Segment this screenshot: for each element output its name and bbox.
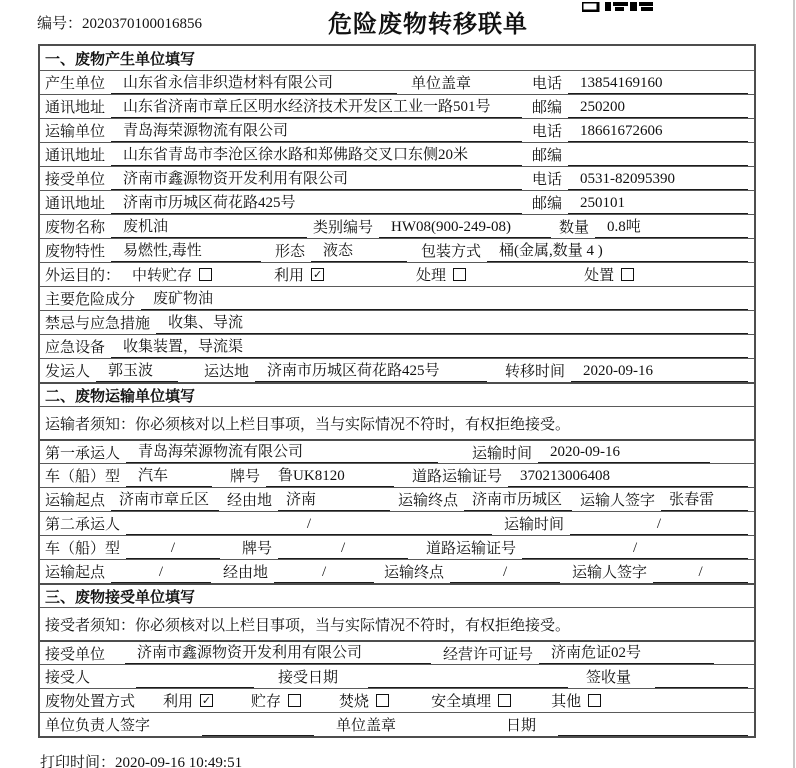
carrier1-license-label: 道路运输证号 <box>412 469 503 485</box>
field-transporter <box>40 118 754 142</box>
field-purpose <box>40 262 754 286</box>
receiver-postcode-value: 250101 <box>568 193 748 214</box>
producer-postcode-value: 250200 <box>568 97 748 118</box>
producer-address-label: 通讯地址 <box>45 100 106 116</box>
signed-qty-value <box>655 667 748 688</box>
checkbox-storage <box>199 268 212 281</box>
producer-address-value: 山东省济南市章丘区明水经济技术开发区工业一路501号 <box>111 97 522 118</box>
carrier1-time-label: 运输时间 <box>472 445 533 462</box>
transporter-phone-label: 电话 <box>531 124 562 140</box>
head-sign-value <box>202 715 314 736</box>
field-acceptor <box>40 664 754 688</box>
transporter-notice <box>40 406 754 439</box>
date-value <box>558 715 748 736</box>
character-value: 易燃性,毒性 <box>111 241 261 262</box>
field-carrier1-vehicle <box>40 463 754 487</box>
purpose-option-use <box>274 264 324 285</box>
receiver-address-label: 通讯地址 <box>45 196 106 212</box>
checkbox-treat <box>453 268 466 281</box>
shipper-label: 发运人 <box>45 364 91 380</box>
field-carrier1-route <box>40 487 754 511</box>
section1-title: 一、废物产生单位填写 <box>45 51 196 68</box>
section2-title: 二、废物运输单位填写 <box>45 388 196 405</box>
acceptor-value <box>136 667 254 688</box>
carrier1-license-value: 370213006408 <box>508 466 748 487</box>
permit-value: 济南危证02号 <box>539 643 714 664</box>
receiver-notice <box>40 607 754 640</box>
producer-postcode-label: 邮编 <box>531 100 562 116</box>
receiver-label: 接受单位 <box>45 172 106 188</box>
form-value: 液态 <box>311 241 407 262</box>
taboo-label: 禁忌与应急措施 <box>45 316 151 332</box>
disposal-option-use <box>163 690 213 711</box>
carrier2-time-value: / <box>570 514 748 535</box>
carrier2-value: / <box>126 514 492 535</box>
producer-seal-label: 单位盖章 <box>411 76 472 92</box>
producer-value: 山东省永信非织造材料有限公司 <box>111 73 397 94</box>
carrier1-label: 第一承运人 <box>45 445 121 462</box>
transporter-value: 青岛海荣源物流有限公司 <box>111 121 522 142</box>
field-carrier2-vehicle <box>40 535 754 559</box>
transporter-postcode-value <box>568 145 748 166</box>
field-hazard <box>40 286 754 310</box>
checkbox-dispose <box>621 268 634 281</box>
carrier2-end-label: 运输终点 <box>384 565 445 581</box>
field-disposal-method <box>40 688 754 712</box>
serial-label: 编号： <box>37 16 83 32</box>
checkbox-disposal-other <box>588 694 601 707</box>
manifest-form-table <box>38 44 756 738</box>
print-time-label: 打印时间： <box>40 755 116 768</box>
field-producer <box>40 70 754 94</box>
section3-header <box>40 583 754 607</box>
date-label: 日期 <box>506 718 537 734</box>
destination-value: 济南市历城区荷花路425号 <box>255 361 487 382</box>
carrier2-end-value: / <box>450 562 560 583</box>
purpose-label: 外运目的： <box>45 268 121 284</box>
purpose-option-treat <box>416 264 466 285</box>
purpose-treat-label: 处理 <box>416 268 447 284</box>
print-time-value: 2020-09-16 10:49:51 <box>115 755 243 768</box>
field-emergency-equipment <box>40 334 754 358</box>
character-label: 废物特性 <box>45 244 106 260</box>
page-edge-line <box>793 0 795 768</box>
carrier1-vehicle-label: 车（船）型 <box>45 469 121 485</box>
disposal-option-other <box>551 690 601 711</box>
disposal-store-label: 贮存 <box>251 694 282 710</box>
waste-name-value: 废机油 <box>111 217 307 238</box>
purpose-dispose-label: 处置 <box>584 268 615 284</box>
destination-label: 运达地 <box>204 364 250 380</box>
receiver-value: 济南市鑫源物资开发利用有限公司 <box>111 169 522 190</box>
shipper-value: 郭玉波 <box>96 361 178 382</box>
carrier2-vehicle-label: 车（船）型 <box>45 541 121 557</box>
field-carrier2-route <box>40 559 754 583</box>
transfer-date-value: 2020-09-16 <box>571 361 748 382</box>
packing-label: 包装方式 <box>421 244 482 260</box>
field-waste-character <box>40 238 754 262</box>
field-producer-address <box>40 94 754 118</box>
equipment-label: 应急设备 <box>45 340 106 356</box>
transporter-phone-value: 18661672606 <box>568 121 748 142</box>
field-head-signature <box>40 712 754 736</box>
carrier1-plate-value: 鲁UK8120 <box>266 466 394 487</box>
disposal-use-label: 利用 <box>163 694 194 710</box>
field-receiver <box>40 166 754 190</box>
purpose-storage-label: 中转贮存 <box>132 268 193 284</box>
producer-phone-value: 13854169160 <box>568 73 748 94</box>
receiver-address-value: 济南市历城区荷花路425号 <box>111 193 522 214</box>
carrier1-origin-label: 运输起点 <box>45 493 106 509</box>
taboo-value: 收集、导流 <box>156 313 748 334</box>
page-title: 危险废物转移联单 <box>328 12 528 38</box>
equipment-value: 收集装置，导流渠 <box>111 337 748 358</box>
carrier1-plate-label: 牌号 <box>230 469 261 485</box>
print-time <box>40 751 242 768</box>
packing-value: 桶(金属,数量 4 ) <box>487 241 748 262</box>
transporter-notice-text: 运输者须知：你必须核对以上栏目事项，当与实际情况不符时，有权拒绝接受。 <box>45 416 571 433</box>
section2-header <box>40 382 754 406</box>
qr-code-fragment <box>582 0 654 17</box>
disposal-landfill-label: 安全填埋 <box>431 694 492 710</box>
transporter-label: 运输单位 <box>45 124 106 140</box>
quantity-label: 数量 <box>559 220 590 236</box>
permit-label: 经营许可证号 <box>443 646 534 663</box>
carrier1-origin-value: 济南市章丘区 <box>111 490 219 511</box>
head-sign-label: 单位负责人签字 <box>45 718 151 734</box>
accepting-unit-label: 接受单位 <box>45 646 106 663</box>
field-accepting-unit <box>40 640 754 664</box>
carrier2-via-label: 经由地 <box>223 565 269 581</box>
disposal-option-landfill <box>431 690 511 711</box>
transporter-postcode-label: 邮编 <box>531 148 562 164</box>
checkbox-disposal-incinerate <box>376 694 389 707</box>
category-value: HW08(900-249-08) <box>379 217 551 238</box>
hazard-label: 主要危险成分 <box>45 292 136 308</box>
disposal-incinerate-label: 焚烧 <box>339 694 370 710</box>
carrier2-license-label: 道路运输证号 <box>426 541 517 557</box>
field-receiver-address <box>40 190 754 214</box>
acceptor-label: 接受人 <box>45 670 91 686</box>
carrier2-plate-label: 牌号 <box>242 541 273 557</box>
field-transporter-address <box>40 142 754 166</box>
carrier2-license-value: / <box>522 538 748 559</box>
carrier2-origin-label: 运输起点 <box>45 565 106 581</box>
carrier2-sign-label: 运输人签字 <box>572 565 648 581</box>
carrier1-end-label: 运输终点 <box>398 493 459 509</box>
checkbox-disposal-landfill <box>498 694 511 707</box>
checkbox-use: ✓ <box>312 268 323 281</box>
receiver-phone-label: 电话 <box>531 172 562 188</box>
waste-name-label: 废物名称 <box>45 220 106 236</box>
accept-date-label: 接受日期 <box>278 670 339 686</box>
signed-qty-label: 签收量 <box>586 670 632 686</box>
carrier1-time-value: 2020-09-16 <box>538 442 710 463</box>
accept-date-value <box>368 667 568 688</box>
unit-seal-label: 单位盖章 <box>336 718 397 734</box>
receiver-notice-text: 接受者须知：你必须核对以上栏目事项，当与实际情况不符时，有权拒绝接受。 <box>45 617 571 634</box>
carrier2-sign-value: / <box>653 562 748 583</box>
field-carrier1 <box>40 439 754 463</box>
section3-title: 三、废物接受单位填写 <box>45 589 196 606</box>
purpose-option-dispose <box>584 264 634 285</box>
checkbox-disposal-use: ✓ <box>201 694 212 707</box>
carrier1-value: 青岛海荣源物流有限公司 <box>126 442 438 463</box>
field-carrier2 <box>40 511 754 535</box>
producer-phone-label: 电话 <box>531 76 562 92</box>
form-label: 形态 <box>275 244 306 260</box>
section1-header <box>40 46 754 70</box>
transporter-address-label: 通讯地址 <box>45 148 106 164</box>
checkbox-disposal-store <box>288 694 301 707</box>
carrier2-vehicle-value: / <box>126 538 220 559</box>
transfer-date-label: 转移时间 <box>505 364 566 380</box>
disposal-label: 废物处置方式 <box>45 694 136 710</box>
carrier2-time-label: 运输时间 <box>504 517 565 533</box>
field-shipper <box>40 358 754 382</box>
carrier1-end-value: 济南市历城区 <box>464 490 572 511</box>
category-label: 类别编号 <box>313 220 374 236</box>
purpose-use-label: 利用 <box>274 268 305 284</box>
accepting-unit-value: 济南市鑫源物资开发利用有限公司 <box>125 643 431 664</box>
transporter-address-value: 山东省青岛市李沧区徐水路和郑佛路交叉口东侧20米 <box>111 145 522 166</box>
carrier1-sign-value: 张春雷 <box>661 490 748 511</box>
carrier2-label: 第二承运人 <box>45 517 121 533</box>
disposal-other-label: 其他 <box>551 694 582 710</box>
carrier1-via-value: 济南 <box>278 490 390 511</box>
serial-value: 2020370100016856 <box>82 16 203 32</box>
carrier2-plate-value: / <box>278 538 408 559</box>
carrier1-sign-label: 运输人签字 <box>580 493 656 509</box>
carrier2-origin-value: / <box>111 562 211 583</box>
carrier1-vehicle-value: 汽车 <box>126 466 212 487</box>
field-taboo <box>40 310 754 334</box>
disposal-option-store <box>251 690 301 711</box>
carrier1-via-label: 经由地 <box>227 493 273 509</box>
carrier2-via-value: / <box>274 562 374 583</box>
receiver-postcode-label: 邮编 <box>531 196 562 212</box>
disposal-option-incinerate <box>339 690 389 711</box>
hazard-value: 废矿物油 <box>141 289 748 310</box>
receiver-phone-value: 0531-82095390 <box>568 169 748 190</box>
serial-number <box>37 12 202 33</box>
field-waste-name <box>40 214 754 238</box>
producer-label: 产生单位 <box>45 76 106 92</box>
purpose-option-storage <box>132 264 212 285</box>
quantity-value: 0.8吨 <box>595 217 748 238</box>
